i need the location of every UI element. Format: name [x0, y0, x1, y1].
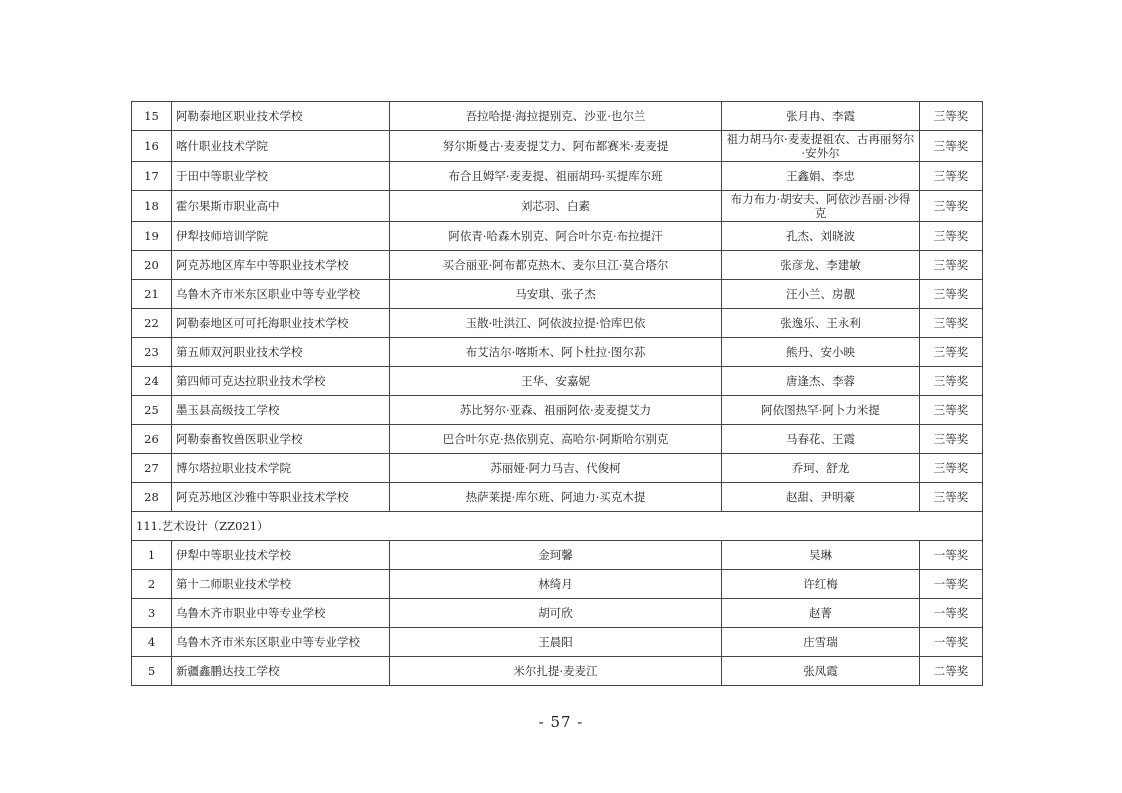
school-name-cell: 第十二师职业技术学校 [172, 570, 390, 599]
students-cell: 林绮月 [390, 570, 722, 599]
table-row [132, 191, 983, 222]
row-number: 17 [132, 162, 172, 191]
award-cell: 三等奖 [920, 191, 983, 222]
table-row [132, 628, 983, 657]
students-cell: 苏丽娅·阿力马吉、代俊柯 [390, 454, 722, 483]
school-name-cell: 于田中等职业学校 [172, 162, 390, 191]
row-number: 15 [132, 102, 172, 131]
table-row [132, 570, 983, 599]
table-row [132, 162, 983, 191]
students-cell: 巴合叶尔克·热依别克、高哈尔·阿斯哈尔别克 [390, 425, 722, 454]
row-number: 26 [132, 425, 172, 454]
students-cell: 阿依青·哈森木别克、阿合叶尔克·布拉提汗 [390, 222, 722, 251]
award-cell: 一等奖 [920, 599, 983, 628]
teachers-cell: 汪小兰、房靓 [722, 280, 920, 309]
school-name-cell: 伊犁技师培训学院 [172, 222, 390, 251]
table-row [132, 280, 983, 309]
school-name-cell: 墨玉县高级技工学校 [172, 396, 390, 425]
row-number: 21 [132, 280, 172, 309]
award-cell: 一等奖 [920, 628, 983, 657]
award-table [131, 101, 983, 686]
table-row [132, 338, 983, 367]
award-cell: 二等奖 [920, 657, 983, 686]
table-row [132, 102, 983, 131]
students-cell: 玉散·吐洪江、阿依波拉提·恰库巴依 [390, 309, 722, 338]
students-cell: 刘芯羽、白素 [390, 191, 722, 222]
table-row [132, 131, 983, 162]
school-name-cell: 乌鲁木齐市米东区职业中等专业学校 [172, 280, 390, 309]
row-number: 24 [132, 367, 172, 396]
students-cell: 布艾洁尔·喀斯木、阿卜杜拉·图尔荪 [390, 338, 722, 367]
teachers-cell: 王鑫娟、李忠 [722, 162, 920, 191]
students-cell: 吾拉哈提·海拉提别克、沙亚·也尔兰 [390, 102, 722, 131]
table-row [132, 483, 983, 512]
table-row [132, 222, 983, 251]
teachers-cell: 唐逢杰、李蓉 [722, 367, 920, 396]
teachers-cell: 许红梅 [722, 570, 920, 599]
school-name-cell: 第四师可克达拉职业技术学校 [172, 367, 390, 396]
award-cell: 三等奖 [920, 131, 983, 162]
school-name-cell: 阿勒泰畜牧兽医职业学校 [172, 425, 390, 454]
page-number: - 57 - [538, 713, 584, 731]
row-number: 20 [132, 251, 172, 280]
teachers-cell: 吴琳 [722, 541, 920, 570]
table-row [132, 396, 983, 425]
award-cell: 三等奖 [920, 454, 983, 483]
award-cell: 三等奖 [920, 309, 983, 338]
table-row [132, 657, 983, 686]
award-cell: 三等奖 [920, 162, 983, 191]
row-number: 1 [132, 541, 172, 570]
teachers-cell: 阿依图热罕·阿卜力米提 [722, 396, 920, 425]
teachers-cell: 熊丹、安小映 [722, 338, 920, 367]
row-number: 16 [132, 131, 172, 162]
school-name-cell: 新疆鑫鹏达技工学校 [172, 657, 390, 686]
award-cell: 三等奖 [920, 367, 983, 396]
teachers-cell: 赵甜、尹明豪 [722, 483, 920, 512]
teachers-cell: 庄雪瑞 [722, 628, 920, 657]
award-cell: 三等奖 [920, 251, 983, 280]
school-name-cell: 乌鲁木齐市米东区职业中等专业学校 [172, 628, 390, 657]
table-row [132, 309, 983, 338]
school-name-cell: 喀什职业技术学院 [172, 131, 390, 162]
teachers-cell: 孔杰、刘晓波 [722, 222, 920, 251]
teachers-cell: 张月冉、李霞 [722, 102, 920, 131]
teachers-cell: 乔珂、舒龙 [722, 454, 920, 483]
students-cell: 米尔扎提·麦麦江 [390, 657, 722, 686]
teachers-cell: 布力布力·胡安夫、阿依沙吾丽·沙得克 [722, 191, 920, 222]
row-number: 27 [132, 454, 172, 483]
school-name-cell: 阿勒泰地区可可托海职业技术学校 [172, 309, 390, 338]
students-cell: 王华、安嘉妮 [390, 367, 722, 396]
row-number: 4 [132, 628, 172, 657]
teachers-cell: 张逸乐、王永利 [722, 309, 920, 338]
award-table-body [132, 102, 983, 686]
teachers-cell: 赵菁 [722, 599, 920, 628]
row-number: 2 [132, 570, 172, 599]
students-cell: 苏比努尔·亚森、祖丽阿依·麦麦提艾力 [390, 396, 722, 425]
students-cell: 王晨阳 [390, 628, 722, 657]
students-cell: 金珂馨 [390, 541, 722, 570]
award-cell: 一等奖 [920, 541, 983, 570]
table-row [132, 454, 983, 483]
table-row [132, 251, 983, 280]
school-name-cell: 伊犁中等职业技术学校 [172, 541, 390, 570]
row-number: 5 [132, 657, 172, 686]
table-row [132, 425, 983, 454]
section-header-row [132, 512, 983, 541]
students-cell: 努尔斯曼古·麦麦提艾力、阿布都赛米·麦麦提 [390, 131, 722, 162]
table-row [132, 541, 983, 570]
school-name-cell: 阿克苏地区沙雅中等职业技术学校 [172, 483, 390, 512]
award-cell: 三等奖 [920, 396, 983, 425]
row-number: 22 [132, 309, 172, 338]
row-number: 28 [132, 483, 172, 512]
school-name-cell: 霍尔果斯市职业高中 [172, 191, 390, 222]
section-title: 111.艺术设计（ZZ021） [132, 512, 983, 541]
row-number: 23 [132, 338, 172, 367]
students-cell: 买合丽亚·阿布都克热木、麦尔旦江·莫合塔尔 [390, 251, 722, 280]
award-cell: 三等奖 [920, 102, 983, 131]
row-number: 18 [132, 191, 172, 222]
table-row [132, 599, 983, 628]
students-cell: 热萨莱提·库尔班、阿迪力·买克木提 [390, 483, 722, 512]
row-number: 19 [132, 222, 172, 251]
students-cell: 马安琪、张子杰 [390, 280, 722, 309]
table-row [132, 367, 983, 396]
school-name-cell: 阿克苏地区库车中等职业技术学校 [172, 251, 390, 280]
students-cell: 布合且姆罕·麦麦提、祖丽胡玛·买提库尔班 [390, 162, 722, 191]
award-cell: 三等奖 [920, 483, 983, 512]
school-name-cell: 阿勒泰地区职业技术学校 [172, 102, 390, 131]
school-name-cell: 乌鲁木齐市职业中等专业学校 [172, 599, 390, 628]
school-name-cell: 第五师双河职业技术学校 [172, 338, 390, 367]
teachers-cell: 张凤霞 [722, 657, 920, 686]
award-cell: 三等奖 [920, 222, 983, 251]
award-cell: 三等奖 [920, 425, 983, 454]
award-cell: 三等奖 [920, 280, 983, 309]
school-name-cell: 博尔塔拉职业技术学院 [172, 454, 390, 483]
row-number: 25 [132, 396, 172, 425]
teachers-cell: 祖力胡马尔·麦麦提祖农、古再丽努尔·安外尔 [722, 131, 920, 162]
award-cell: 三等奖 [920, 338, 983, 367]
row-number: 3 [132, 599, 172, 628]
award-cell: 一等奖 [920, 570, 983, 599]
teachers-cell: 马春花、王霞 [722, 425, 920, 454]
students-cell: 胡可欣 [390, 599, 722, 628]
teachers-cell: 张彦龙、李建敏 [722, 251, 920, 280]
